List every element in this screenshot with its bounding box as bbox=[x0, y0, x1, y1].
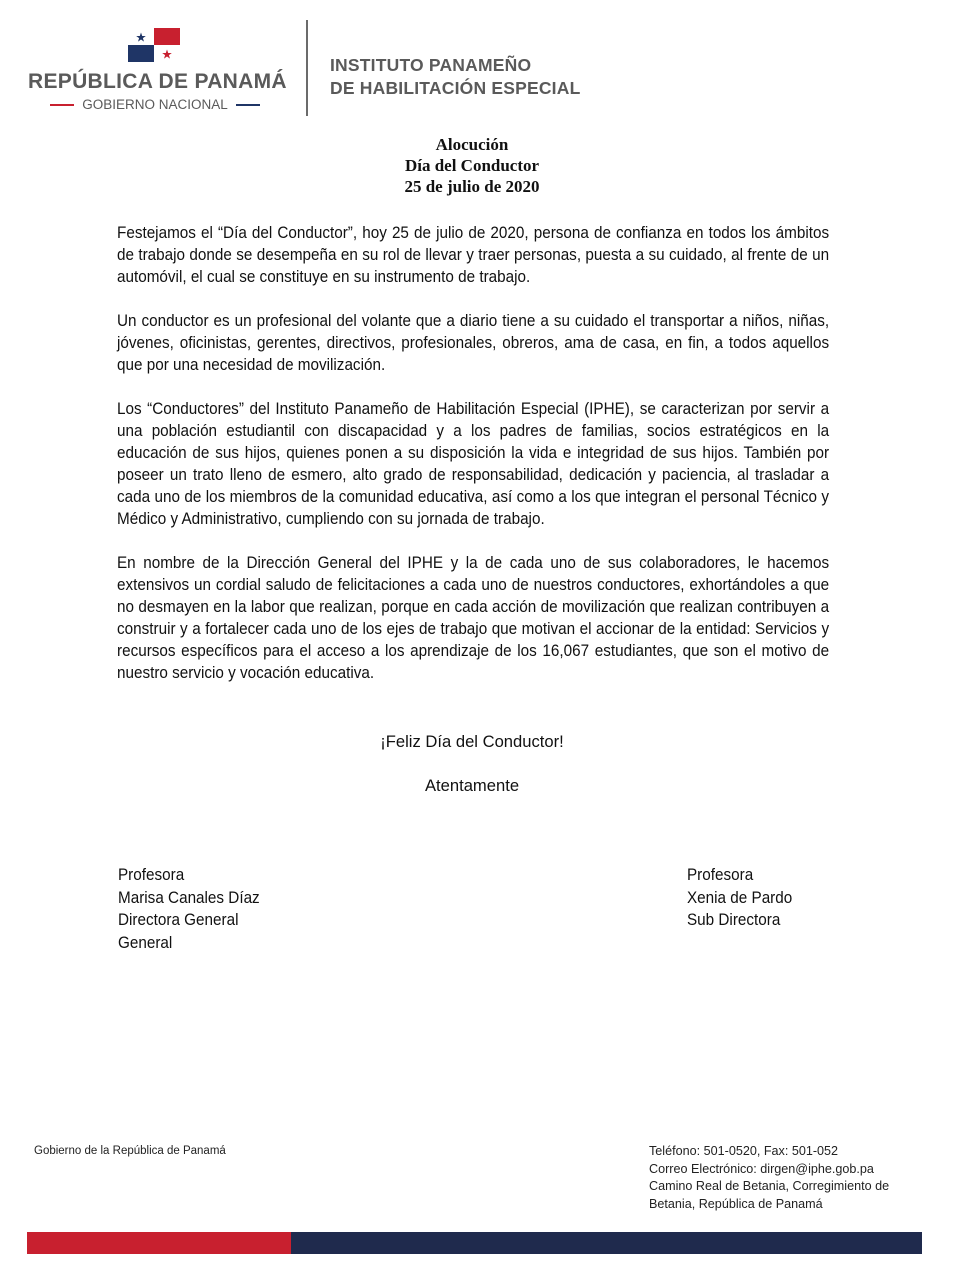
title-line-3: 25 de julio de 2020 bbox=[404, 177, 540, 196]
footer-address-2: Betania, República de Panamá bbox=[649, 1196, 823, 1211]
document-body bbox=[117, 222, 829, 706]
signature-left-title: Profesora bbox=[118, 865, 185, 884]
document-title bbox=[0, 134, 944, 197]
footer-bar-red bbox=[27, 1232, 291, 1254]
institute-name bbox=[330, 54, 580, 100]
signature-right-title: Profesora bbox=[687, 865, 754, 884]
government-subtitle-text: GOBIERNO NACIONAL bbox=[82, 97, 228, 112]
panama-flag-icon bbox=[128, 28, 180, 62]
paragraph-3: Los “Conductores” del Instituto Panameño de Habilitación Especial (IPHE), se caracterizan por servir a una población estudiantil con discapacidad y a los padres de familias, socios estratégicos en la educación de sus hijos, quienes ponen a su disposición la vida e integridad de sus hijos. También por poseer un trato lleno de esmero, alto grado de responsabilidad, dedicación y paciencia, al trasladar a cada uno de los miembros de la comunidad educativa, así como a los que integran el personal Técnico y Médico y Administrativo, cumpliendo con su jornada de trabajo. bbox=[117, 399, 830, 528]
header-divider bbox=[306, 20, 308, 116]
signature-right-role: Sub Directora bbox=[687, 910, 781, 929]
title-line-2: Día del Conductor bbox=[404, 156, 540, 175]
signature-left-role-cont: General bbox=[118, 932, 173, 952]
government-subtitle bbox=[40, 97, 270, 112]
signature-left-role: Directora General bbox=[118, 910, 239, 929]
footer-government: Gobierno de la República de Panamá bbox=[34, 1145, 226, 1157]
footer-bar-blue bbox=[291, 1232, 922, 1254]
blue-dash bbox=[236, 104, 260, 106]
footer-contact bbox=[649, 1143, 889, 1213]
footer-email: Correo Electrónico: dirgen@iphe.gob.pa bbox=[649, 1161, 874, 1176]
signature-left-name: Marisa Canales Díaz bbox=[118, 887, 260, 907]
sign-off: Atentamente bbox=[424, 776, 520, 795]
signature-left bbox=[118, 864, 260, 954]
signature-right bbox=[687, 864, 792, 932]
signature-right-name: Xenia de Pardo bbox=[687, 887, 793, 907]
government-title: REPÚBLICA DE PANAMÁ bbox=[28, 70, 287, 93]
closing-greeting: ¡Feliz Día del Conductor! bbox=[380, 732, 564, 751]
paragraph-2: Un conductor es un profesional del volante que a diario tiene a su cuidado el transportar a niños, niñas, jóvenes, oficinistas, gerentes, directivos, profesionales, obreros, ama de casa, en fin, a todos aquellos que por una necesidad de movilización. bbox=[117, 311, 830, 374]
institute-line-1: INSTITUTO PANAMEÑO bbox=[330, 55, 532, 75]
paragraph-1: Festejamos el “Día del Conductor”, hoy 25 de julio de 2020, persona de confianza en todos los ámbitos de trabajo donde se desempeña en su rol de llevar y traer personas, puesta a su cuidado, al frente de un automóvil, el cual se constituye en su instrumento de trabajo. bbox=[117, 223, 830, 286]
paragraph-4: En nombre de la Dirección General del IPHE y la de cada uno de sus colaboradores, le hacemos extensivos un cordial saludo de felicitaciones a cada uno de nuestros conductores, exhortándoles a que no desmayen en la labor que realizan, porque en cada acción de movilización que realizan contribuyen a construir y a fortalecer cada uno de los ejes de trabajo que motivan el accionar de la entidad: Servicios y recursos específicos para el acceso a los aprendizaje de los 16,067 estudiantes, que son el motivo de nuestro servicio y vocación educativa. bbox=[117, 553, 830, 682]
footer-address-1: Camino Real de Betania, Corregimiento de bbox=[649, 1179, 890, 1193]
title-line-1: Alocución bbox=[435, 135, 509, 154]
red-dash bbox=[50, 104, 74, 106]
institute-line-2: DE HABILITACIÓN ESPECIAL bbox=[330, 78, 581, 98]
footer-phone: Teléfono: 501-0520, Fax: 501-052 bbox=[649, 1144, 839, 1158]
